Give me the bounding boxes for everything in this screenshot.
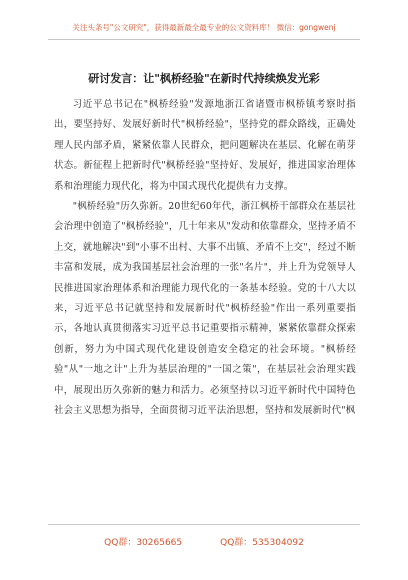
paragraph: "枫桥经验"历久弥新。20世纪60年代，浙江枫桥干部群众在基层社会治理中创造了"枫桥经验"，几十年来从"发动和依靠群众，坚持矛盾不上交，就地解决"到"小事不出村、大事不出镇、矛盾不上交"，经过不断丰富和发展，成为我国基层社会治理的一张"名片"，并上升为党领导人民推进国家治理体系和治理能力现代化的一条基本经验。党的十八大以来，习近平总书记就坚持和发展新时代"枫桥经验"作出一系列重要指示，各地认真贯彻落实习近平总书记重要指示精神，紧紧依靠群众探索创新，努力为中国式现代化建设创造安全稳定的社会环境。"枫桥经验"从"一地之计"上升为基层治理的"一国之策"，在基层社会治理实践中，展现出历久弥新的魅力和活力。必须坚持以习近平新时代中国特色社会主义思想为指导，全面贯彻习近平法治思想，坚持和发展新时代"枫 (54, 201, 356, 417)
page-footer (48, 524, 360, 548)
page-header: 关注头条号"公文研究"，获得最新最全最专业的公文资料库！ 微信：gongwenj (48, 22, 360, 40)
document-title: 研讨发言：让"枫桥经验"在新时代持续焕发光彩 (88, 72, 320, 85)
paragraph: 习近平总书记在"枫桥经验"发源地浙江省诸暨市枫桥镇考察时指出，要坚持好、发展好新时代"枫桥经验"，坚持党的群众路线，正确处理人民内部矛盾，紧紧依靠人民群众，把问题解决在基层、化解在萌芽状态。新征程上把新时代"枫桥经验"坚持好、发展好，推进国家治理体系和治理能力现代化，将为中国式现代化提供有力支撑。 (54, 99, 356, 192)
document-body (54, 95, 356, 422)
qq-group-2: QQ群：535304092 (220, 538, 304, 548)
qq-group-1: QQ群：30265665 (104, 538, 183, 548)
